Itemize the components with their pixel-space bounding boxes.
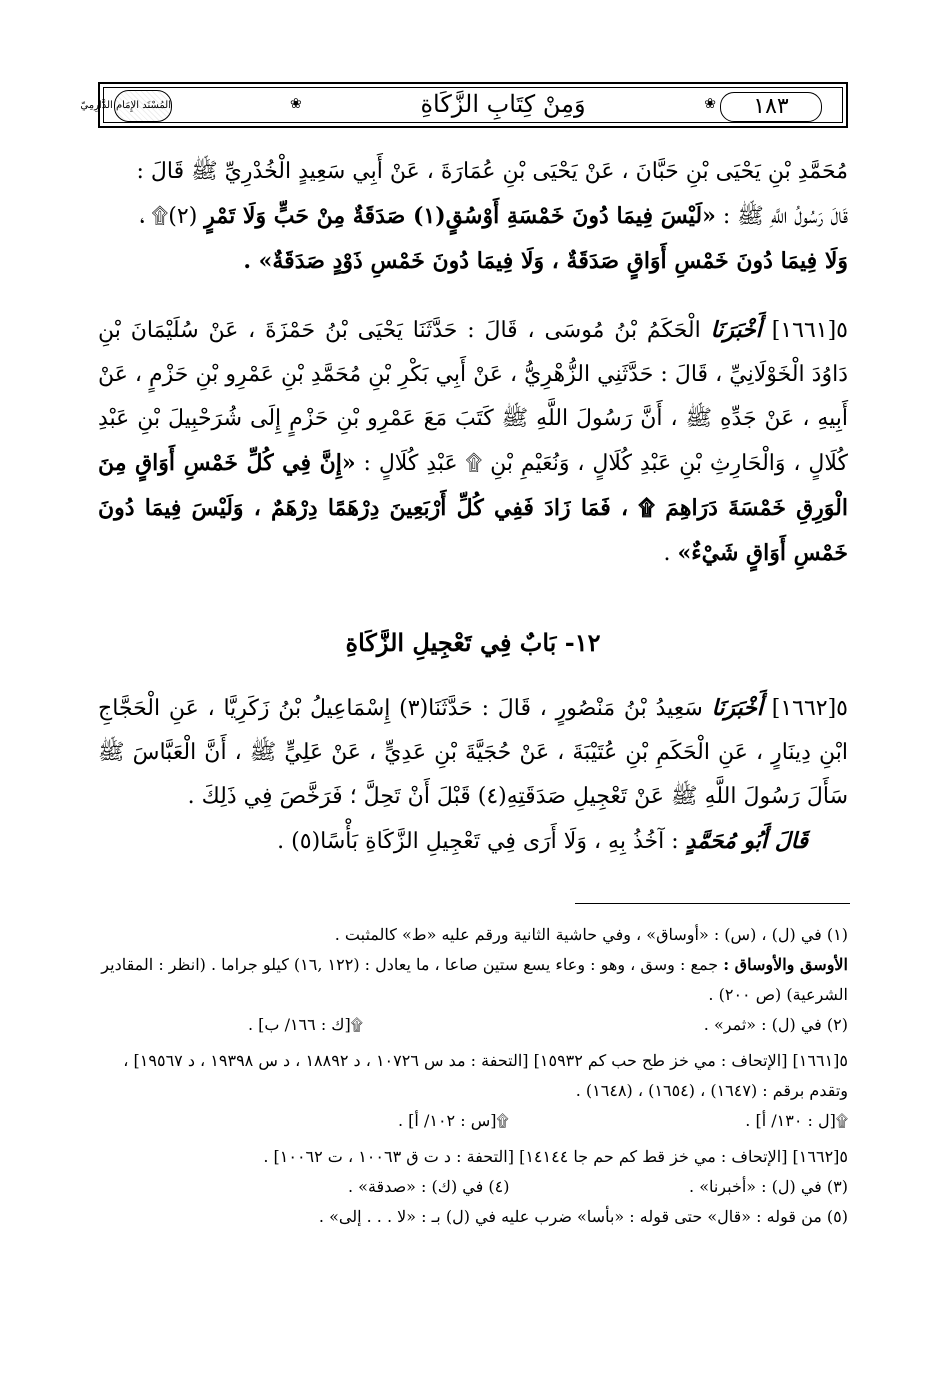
hadith-paragraph: ٥[١٦٦٢] أَخْبَرَنَا سَعِيدُ بْنُ مَنْصُورٍ ، قَالَ : حَدَّثَنَا(٣) إِسْمَاعِيلُ بْنُ زَكَرِيَّا ، عَنِ الْحَجَّاجِ ابْنِ دِينَارٍ ، عَنِ الْحَكَمِ بْنِ عُتَيْبَةَ ، عَنْ حُجَيَّةَ بْنِ عَدِيٍّ ، عَنْ عَلِيٍّ ﷺ ، أَنَّ الْعَبَّاسَ ﷺ سَأَلَ رَسُولَ اللَّهِ ﷺ عَنْ تَعْجِيلِ صَدَقَتِهِ(٤) قَبْلَ أَنْ تَحِلَّ ؛ فَرَخَّصَ فِي ذَلِكَ .: [98, 695, 848, 809]
author-comment: قَالَ أَبُو مُحَمَّدٍ : آخُذُ بِهِ ، وَلَا أَرَى فِي تَعْجِيلِ الزَّكَاةِ بَأْسًا(٥) .: [277, 828, 808, 854]
hadith-paragraph: ٥[١٦٦١] أَخْبَرَنَا الْحَكَمُ بْنُ مُوسَى ، قَالَ : حَدَّثَنَا يَحْيَى بْنُ حَمْزَةَ ، عَنْ سُلَيْمَانَ بْنِ دَاوُدَ الْخَوْلَانِيِّ ، قَالَ : حَدَّثَنِي الزُّهْرِيُّ ، عَنْ أَبِي بَكْرِ بْنِ مُحَمَّدِ بْنِ عَمْرِو بْنِ حَزْمٍ ، عَنْ أَبِيهِ ، عَنْ جَدِّهِ ﷺ ، أَنَّ رَسُولَ اللَّهِ ﷺ كَتَبَ مَعَ عَمْرِو بْنِ حَزْمٍ إِلَى شُرَحْبِيلَ بْنِ عَبْدِ كُلَالٍ ، وَالْحَارِثِ بْنِ عَبْدِ كُلَالٍ ، وَنُعَيْمِ بْنِ ۩ عَبْدِ كُلَالٍ : «إِنَّ فِي كُلِّ خَمْسِ أَوَاقٍ مِنَ الْوَرِقِ خَمْسَةَ دَرَاهِمَ ۩ ، فَمَا زَادَ فَفِي كُلِّ أَرْبَعِينَ دِرْهَمًا دِرْهَمٌ ، وَلَيْسَ فِيمَا دُونَ خَمْسِ أَوَاقٍ شَيْءٌ» .: [98, 317, 849, 566]
page-number: ١٨٣: [720, 92, 822, 122]
qala-label: قَالَ أَبُو مُحَمَّدٍ: [685, 828, 808, 854]
hadith-1662: [98, 686, 848, 864]
takhrij-1662: ٥[١٦٦٢] [الإتحاف : مي خز قط كم حم جا ١٤١٤٤] [التحفة : د ت ق ١٠٠٦٣ ، ت ١٠٠٦٢] .: [263, 1147, 848, 1166]
footnote-ref: (٥): [291, 829, 321, 854]
ornament-icon: ❀: [704, 96, 716, 112]
akhbarana-label: أَخْبَرَنَا: [710, 317, 762, 343]
footnote: الأوسق والأوساق : جمع : وسق ، وهو : وعاء يسع ستين صاعا ، ما يعادل : (١٢٢ ,١٦) كيلو جراما . (انظر : المقادير الشرعية) (ص ٢٠٠) .: [101, 955, 848, 1004]
footnote-ref: (٤): [477, 784, 507, 809]
matn-text: (١) صَدَقَةٌ مِنْ حَبٍّ وَلَا تَمْرٍ: [204, 203, 446, 229]
footnotes: [98, 920, 848, 1232]
footnote: (٢) في (ل) : «ثمر» . ۩[ك : ١٦٦/ ب] .: [248, 1015, 848, 1034]
seal-logo: [80, 90, 172, 122]
ornament-icon: ❀: [290, 96, 302, 112]
hadith-number: ٥[١٦٦٢]: [762, 696, 848, 721]
header-banner: [80, 82, 848, 128]
matn-text: «إِنَّ فِي كُلِّ خَمْسِ أَوَاقٍ مِنَ الْوَرِقِ خَمْسَةَ دَرَاهِمَ ۩ ، فَمَا زَادَ فَفِي كُلِّ أَرْبَعِينَ دِرْهَمًا دِرْهَمٌ ، وَلَيْسَ فِيمَا دُونَ خَمْسِ أَوَاقٍ شَيْءٌ»: [98, 450, 848, 566]
hadith-continuation: [98, 150, 848, 283]
matn-text: «لَيْسَ فِيمَا دُونَ خَمْسَةِ أَوْسُقٍ: [445, 203, 716, 229]
seal-text: المُسْنَد الإِمَام الدَّارِمِيّ: [80, 100, 171, 111]
isnad-text: الْحَكَمُ بْنُ مُوسَى ، قَالَ : حَدَّثَنَا يَحْيَى بْنُ حَمْزَةَ ، عَنْ سُلَيْمَانَ بْنِ دَاوُدَ الْخَوْلَانِيِّ ، قَالَ : حَدَّثَنِي الزُّهْرِيُّ ، عَنْ أَبِي بَكْرِ بْنِ مُحَمَّدِ بْنِ عَمْرِو بْنِ حَزْمٍ ، عَنْ أَبِيهِ ، عَنْ جَدِّهِ ﷺ ، أَنَّ رَسُولَ اللَّهِ ﷺ كَتَبَ مَعَ عَمْرِو بْنِ حَزْمٍ إِلَى شُرَحْبِيلَ بْنِ عَبْدِ كُلَالٍ ، وَالْحَارِثِ بْنِ عَبْدِ كُلَالٍ ، وَنُعَيْمِ بْنِ ۩ عَبْدِ كُلَالٍ :: [98, 318, 849, 476]
hadith-number: ٥[١٦٦١]: [761, 318, 848, 343]
text-line: قَالَ رَسُولُ اللَّهِ ﷺ : «لَيْسَ فِيمَا دُونَ خَمْسَةِ أَوْسُقٍ(١) صَدَقَةٌ مِنْ حَبٍّ وَلَا تَمْرٍ (٢)۩ ،: [139, 203, 848, 229]
chapter-title: وَمِنْ كِتَابِ الزَّكَاةِ: [420, 90, 586, 118]
folio-refs: ۩[ل : ١٣٠/ أ] . ۩[س : ١٠٢/ أ] .: [398, 1111, 848, 1130]
footnote: (٣) في (ل) : «أخبرنا» . (٤) في (ك) : «صدقة» .: [348, 1177, 848, 1196]
matn-text: وَلَا فِيمَا دُونَ خَمْسِ أَوَاقٍ صَدَقَةٌ ، وَلَا فِيمَا دُونَ خَمْسِ ذَوْدٍ صَدَقَةٌ» .: [243, 248, 848, 274]
footnote: (٥) من قوله : «قال» حتى قوله : «بأسا» ضرب عليه في (ل) بـ : «لا . . . إلى» .: [318, 1207, 848, 1226]
text-line: مُحَمَّدِ بْنِ يَحْيَى بْنِ حَبَّانَ ، عَنْ يَحْيَى بْنِ عُمَارَةَ ، عَنْ أَبِي سَعِيدٍ الْخُدْرِيِّ ﷺ قَالَ :: [136, 159, 848, 184]
footnote-divider: [575, 903, 850, 904]
footnote: (١) في (ل) ، (س) : «أوساق» ، وفي حاشية الثانية ورقم عليه «ط» كالمثبت .: [334, 925, 848, 944]
footnote-ref: (٣): [399, 696, 429, 721]
hadith-1661: [98, 308, 848, 576]
section-heading: ١٢- بَابٌ فِي تَعْجِيلِ الزَّكَاةِ: [345, 628, 601, 657]
akhbarana-label: أَخْبَرَنَا: [711, 695, 763, 721]
takhrij-1661: ٥[١٦٦١] [الإتحاف : مي خز طح حب كم ١٥٩٣٢] [التحفة : مد س ١٠٧٢٦ ، د ١٨٨٩٢ ، د س ١٩٣٩٨ ، د ١٩٥٦٧] ، وتقدم برقم : (١٦٤٧) ، (١٦٥٤) ، (١٦٤٨) .: [123, 1051, 848, 1100]
